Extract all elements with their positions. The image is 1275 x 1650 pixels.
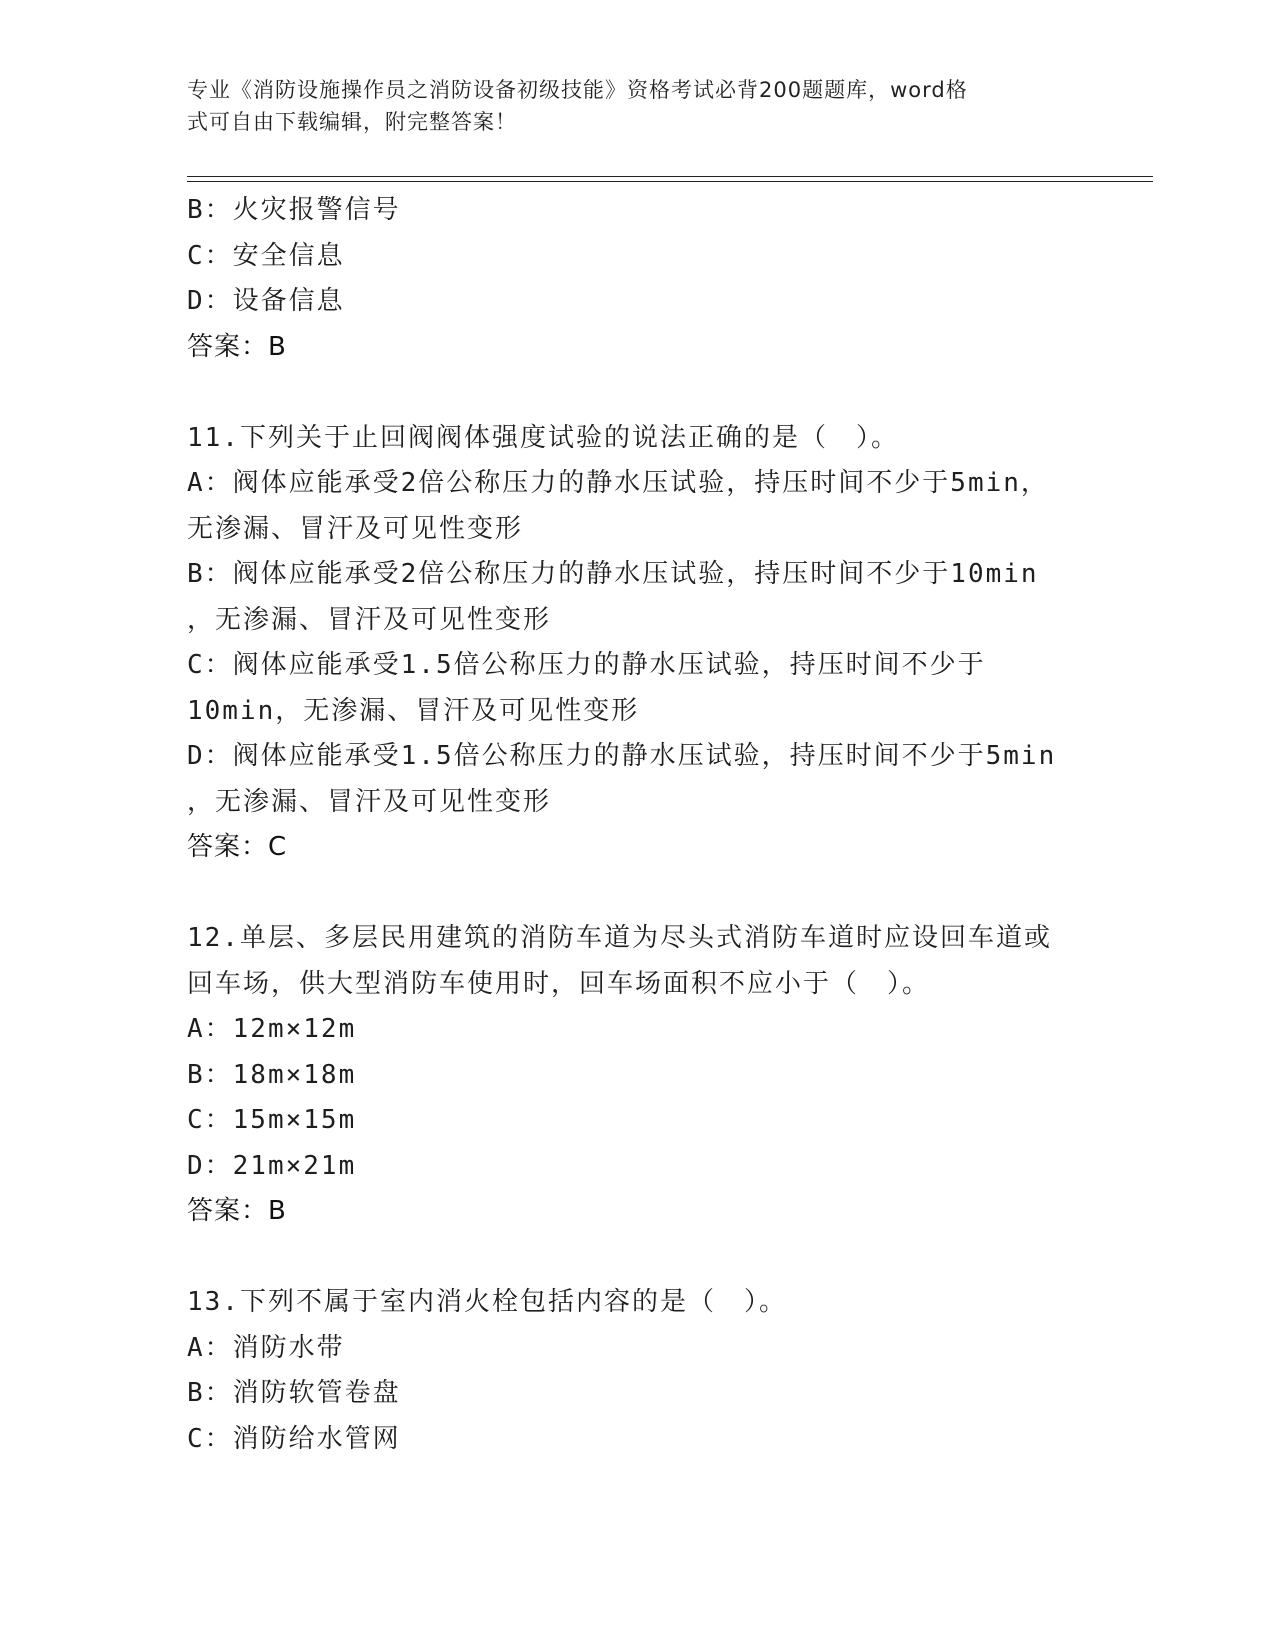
header-divider-top — [187, 176, 1153, 177]
q11-option-d-cont: ，无渗漏、冒汗及可见性变形 — [187, 786, 552, 817]
q12-option-b: B：18m×18m — [187, 1059, 357, 1090]
spacer — [187, 1235, 1087, 1281]
q10-option-b: B：火灾报警信号 — [187, 195, 401, 225]
q13-option-a: A：消防水带 — [187, 1332, 345, 1363]
document-header — [187, 74, 1067, 138]
header-line-1: 专业《消防设施操作员之消防设备初级技能》资格考试必背200题题库，word格 — [187, 78, 968, 102]
q10-answer: 答案：B — [187, 331, 287, 362]
q11-option-a: A：阀体应能承受2倍公称压力的静水压试验，持压时间不少于5min， — [187, 468, 1049, 498]
q11-option-c: C：阀体应能承受1.5倍公称压力的静水压试验，持压时间不少于 — [187, 650, 986, 680]
q11-option-b: B：阀体应能承受2倍公称压力的静水压试验，持压时间不少于10min — [187, 559, 1039, 589]
spacer — [187, 370, 1087, 416]
q11-option-b-cont: ，无渗漏、冒汗及可见性变形 — [187, 604, 552, 635]
q11-option-c-cont: 10min，无渗漏、冒汗及可见性变形 — [187, 695, 640, 726]
header-divider-bottom — [187, 181, 1153, 182]
q12-answer: 答案：B — [187, 1196, 287, 1226]
q13-option-c: C：消防给水管网 — [187, 1423, 401, 1454]
q10-option-c: C：安全信息 — [187, 240, 345, 271]
q10-option-d: D：设备信息 — [187, 286, 345, 316]
q12-question: 12.单层、多层民用建筑的消防车道为尽头式消防车道时应设回车道或 — [187, 923, 1052, 953]
q13-option-b: B：消防软管卷盘 — [187, 1378, 401, 1408]
q12-option-c: C：15m×15m — [187, 1105, 357, 1135]
q12-option-d: D：21m×21m — [187, 1150, 357, 1181]
spacer — [187, 871, 1087, 917]
q12-option-a: A：12m×12m — [187, 1014, 357, 1044]
q13-question: 13.下列不属于室内消火栓包括内容的是（ ）。 — [187, 1287, 787, 1317]
header-line-2: 式可自由下载编辑，附完整答案！ — [187, 110, 517, 134]
q12-question-cont: 回车场，供大型消防车使用时，回车场面积不应小于（ ）。 — [187, 968, 931, 999]
q11-option-d: D：阀体应能承受1.5倍公称压力的静水压试验，持压时间不少于5min — [187, 741, 1057, 771]
q11-question: 11.下列关于止回阀阀体强度试验的说法正确的是（ ）。 — [187, 422, 899, 453]
q11-option-a-cont: 无渗漏、冒汗及可见性变形 — [187, 513, 524, 544]
q11-answer: 答案：C — [187, 832, 288, 862]
question-list — [187, 188, 1087, 1462]
